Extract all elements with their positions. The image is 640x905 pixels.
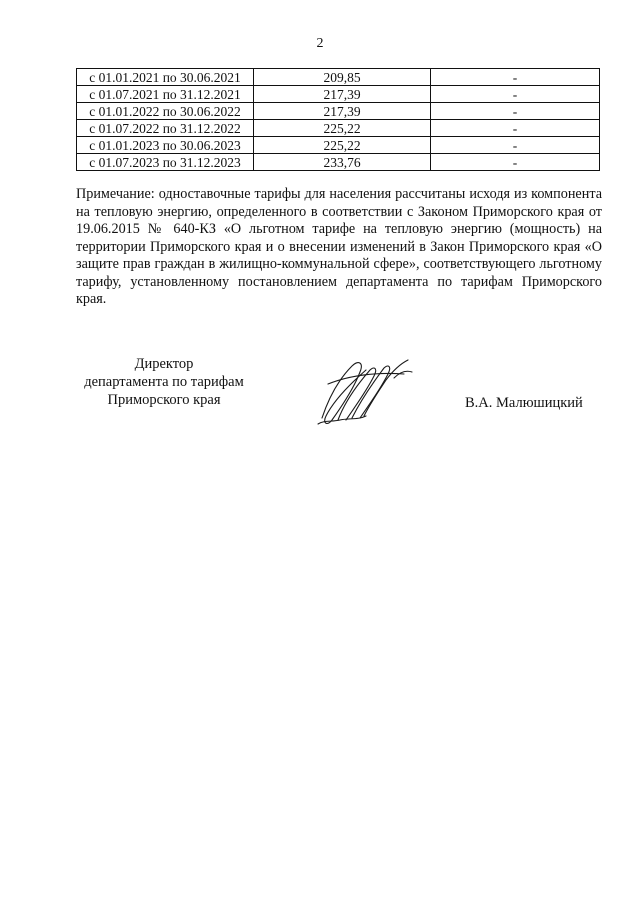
value-cell: 225,22 (254, 120, 431, 137)
period-cell: с 01.07.2021 по 31.12.2021 (77, 86, 254, 103)
period-cell: с 01.07.2023 по 31.12.2023 (77, 154, 254, 171)
dash-cell: - (431, 137, 600, 154)
period-cell: с 01.01.2023 по 30.06.2023 (77, 137, 254, 154)
dash-cell: - (431, 103, 600, 120)
dash-cell: - (431, 86, 600, 103)
value-cell: 233,76 (254, 154, 431, 171)
page-number: 2 (316, 36, 324, 51)
value-cell: 209,85 (254, 69, 431, 86)
dash-cell: - (431, 154, 600, 171)
period-cell: с 01.01.2022 по 30.06.2022 (77, 103, 254, 120)
period-cell: с 01.07.2022 по 31.12.2022 (77, 120, 254, 137)
signatory-name: В.А. Малюшицкий (465, 395, 583, 411)
note-paragraph: Примечание: одноставочные тарифы для населения рассчитаны исходя из компонента на тепловую энергию, определенного в соответствии с Законом Приморского края от 19.06.2015 № 640-КЗ «О льготном тарифе на тепловую энергию (мощность) на территории Приморского края и о внесении изменений в Закон Приморского края «О защите прав граждан в жилищно-коммунальной сфере», соответствующего льготному тарифу, установленному постановлением департамента по тарифам Приморского края. (76, 186, 602, 307)
value-cell: 225,22 (254, 137, 431, 154)
table-row (77, 137, 600, 154)
value-cell: 217,39 (254, 86, 431, 103)
dash-cell: - (431, 120, 600, 137)
position-line-1: Директор (134, 356, 194, 372)
value-cell: 217,39 (254, 103, 431, 120)
table-row (77, 69, 600, 86)
table-row (77, 86, 600, 103)
dash-cell: - (431, 69, 600, 86)
table-row (77, 103, 600, 120)
handwritten-signature (308, 350, 420, 430)
position-line-2: департамента по тарифам (84, 374, 244, 390)
position-line-3: Приморского края (107, 392, 221, 408)
period-cell: с 01.01.2021 по 30.06.2021 (77, 69, 254, 86)
table-row (77, 154, 600, 171)
signatory-position (64, 355, 264, 409)
table-row (77, 120, 600, 137)
tariff-table (76, 68, 600, 171)
